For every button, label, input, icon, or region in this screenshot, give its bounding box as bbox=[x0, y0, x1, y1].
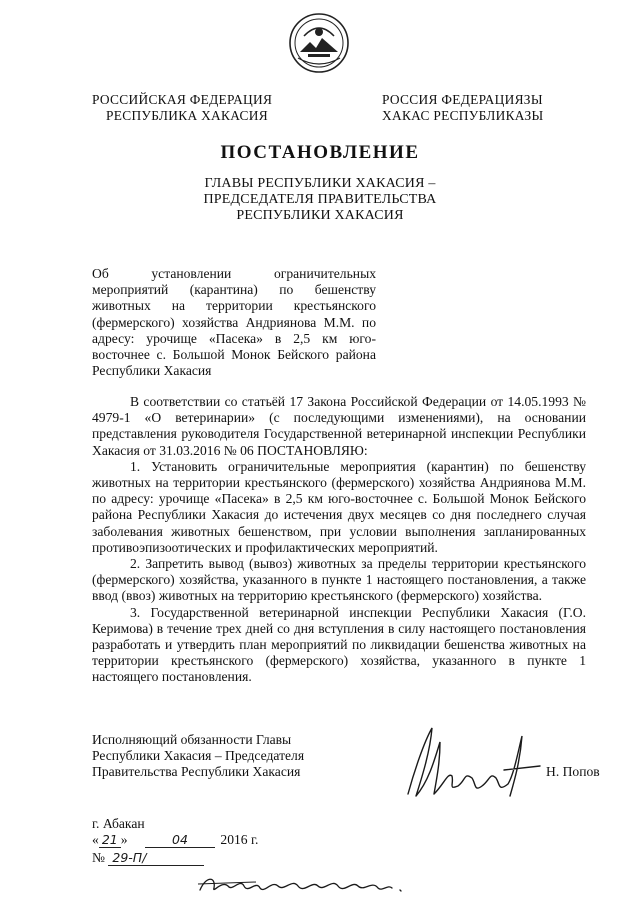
subtitle-line-1: ГЛАВЫ РЕСПУБЛИКИ ХАКАСИЯ – bbox=[204, 176, 436, 191]
header-right bbox=[382, 92, 543, 124]
date-open-quote: « bbox=[92, 832, 99, 847]
city-label: г. Абакан bbox=[92, 816, 145, 831]
coat-of-arms-icon bbox=[288, 12, 350, 74]
number-value: 29-П/ bbox=[108, 850, 204, 866]
subtitle-line-3: РЕСПУБЛИКИ ХАКАСИЯ bbox=[236, 208, 404, 223]
date-line bbox=[92, 832, 258, 848]
date-day: 21 bbox=[99, 832, 121, 848]
header-left-line-1: РОССИЙСКАЯ ФЕДЕРАЦИЯ bbox=[92, 92, 273, 107]
date-month: 04 bbox=[145, 832, 215, 848]
header-left bbox=[92, 92, 272, 124]
handwritten-signature-icon bbox=[400, 722, 550, 802]
signatory-position bbox=[92, 732, 304, 781]
document-title: ПОСТАНОВЛЕНИЕ bbox=[220, 142, 420, 163]
body-item-3: 3. Государственной ветеринарной инспекции Республики Хакасия (Г.О. Керимова) в течение трех дней со дня вступления в силу настоящего постановления разработать и утвердить план мероприятий по ликвидации бешенства животных на территории крестьянского (фермерского) хозяйства, указанного в пункте 1 настоящего постановления. bbox=[92, 604, 586, 685]
position-line-3: Правительства Республики Хакасия bbox=[92, 764, 301, 780]
number-label: № bbox=[92, 850, 105, 865]
header-right-line-1: РОССИЯ ФЕДЕРАЦИЯЗЫ bbox=[382, 92, 543, 107]
body-item-2: 2. Запретить вывод (вывоз) животных за пределы территории крестьянского (фермерского) хозяйства, указанного в пункте 1 настоящего постановления, а также ввод (ввоз) животных на территорию крестьянского (фермерского) хозяйства. bbox=[92, 556, 586, 604]
signatory-name: Н. Попов bbox=[546, 764, 600, 779]
subtitle-line-2: ПРЕДСЕДАТЕЛЯ ПРАВИТЕЛЬСТВА bbox=[203, 192, 437, 207]
header-left-line-2: РЕСПУБЛИКА ХАКАСИЯ bbox=[106, 108, 268, 123]
body-item-1: 1. Установить ограничительные мероприятия (карантин) по бешенству животных на территории крестьянского (фермерского) хозяйства Андриянова М.М. по адресу: урочище «Пасека» в 2,5 км юго-восточнее с. Большой Монок Бейского района Республики Хакасия до истечения двух месяцев со дня последнего случая заболевания животных бешенством, при условии выполнения запланированных противоэпизоотических и профилактических мероприятий. bbox=[92, 458, 586, 555]
date-year: 2016 г. bbox=[220, 832, 259, 847]
date-close-quote: » bbox=[120, 832, 128, 847]
header-right-line-2: ХАКАС РЕСПУБЛИКАЗЫ bbox=[382, 108, 544, 123]
handwritten-note-icon bbox=[196, 872, 436, 898]
document-subtitle bbox=[0, 176, 640, 224]
position-line-1: Исполняющий обязанности Главы bbox=[92, 732, 292, 747]
body-preamble: В соответствии со статьёй 17 Закона Российской Федерации от 14.05.1993 № 4979-1 «О ветеринарии» (с последующими изменениями), на основании представления руководителя Государственной ветеринарной инспекции Республики Хакасия от 31.03.2016 № 06 ПОСТАНОВЛЯЮ: bbox=[92, 394, 586, 458]
document-body bbox=[92, 394, 586, 686]
number-line bbox=[92, 850, 204, 866]
subject-paragraph: Об установлении ограничительных мероприятий (карантина) по бешенству животных на территории крестьянского (фермерского) хозяйства Андриянова М.М. по адресу: урочище «Пасека» в 2,5 км юго-восточнее с. Большой Монок Бейского района Республики Хакасия bbox=[92, 266, 376, 379]
position-line-2: Республики Хакасия – Председателя bbox=[92, 748, 305, 764]
